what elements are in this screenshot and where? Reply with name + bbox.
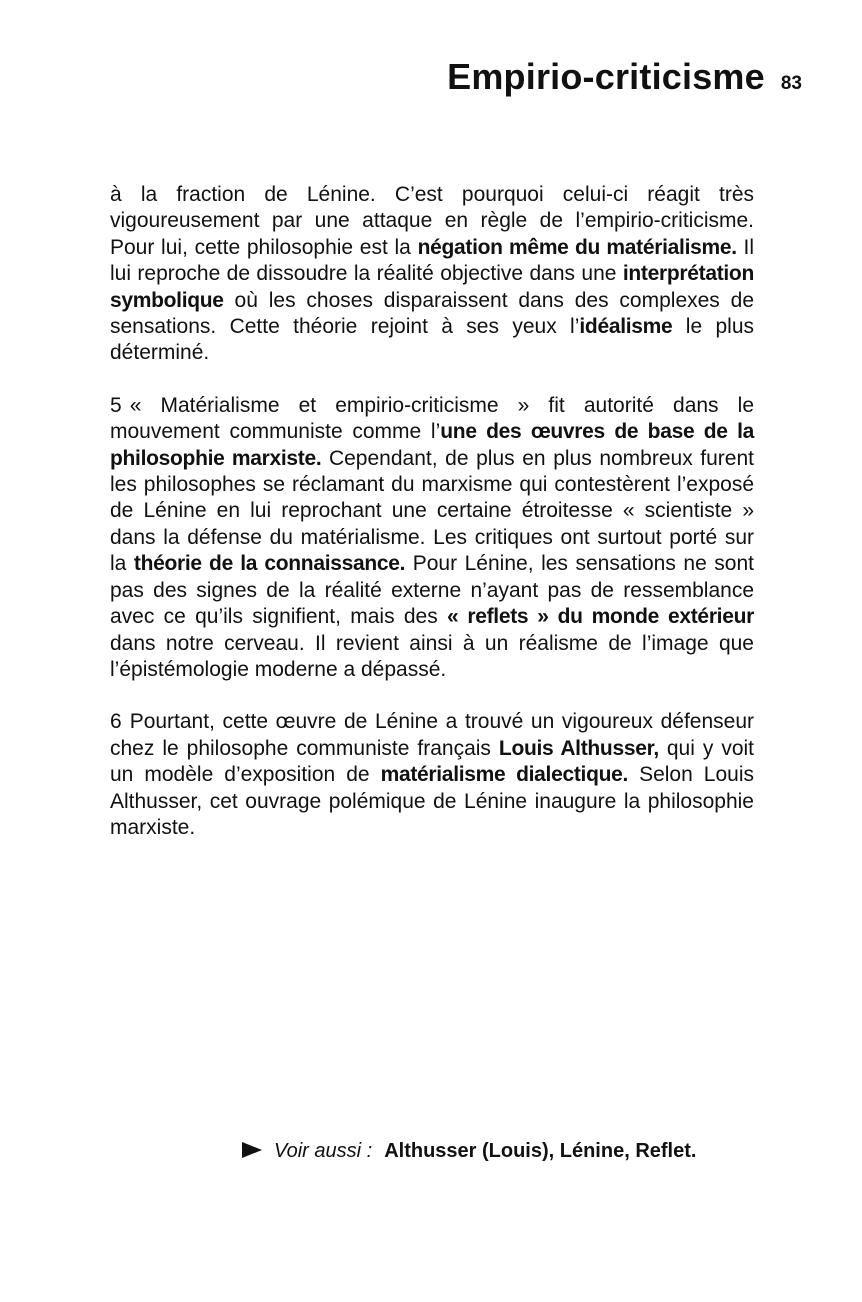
emphasis-louis-althusser: Louis Althusser, bbox=[498, 736, 659, 760]
see-also bbox=[242, 1140, 696, 1163]
text-segment: Selon Louis Althusser, cet ouvrage polémique de Lénine inaugure la philosophie marxiste. bbox=[110, 763, 754, 839]
see-also-label: Voir aussi : bbox=[274, 1140, 373, 1162]
text-segment: où les choses disparaissent dans des complexes de sensations. Cette théorie rejoint à ses yeux l’ bbox=[110, 288, 754, 339]
text-segment: dans notre cerveau. Il revient ainsi à un réalisme de l’image que l’épistémologie moderne a dépassé. bbox=[110, 631, 754, 681]
section-title: Empirio-criticisme bbox=[447, 56, 765, 97]
text-segment: le plus déterminé. bbox=[110, 315, 755, 365]
paragraph-6 bbox=[110, 709, 754, 841]
body-text bbox=[110, 182, 754, 841]
emphasis-idealisme: idéalisme bbox=[579, 315, 673, 339]
text-segment: Pourtant, cette œuvre de Lénine a trouvé un vigoureux défenseur chez le philosophe communiste français bbox=[110, 710, 754, 760]
paragraph-5 bbox=[110, 393, 754, 683]
arrow-right-icon bbox=[242, 1142, 262, 1158]
paragraph-number: 6 bbox=[110, 710, 122, 734]
text-segment: Il lui reproche de dissoudre la réalité objective dans une bbox=[110, 235, 754, 286]
paragraph-number: 5 bbox=[110, 393, 122, 417]
text-segment: à la fraction de Lénine. C’est pourquoi celui-ci réagit très vigoureusement par une attaque en règle de l’empirio-criticisme. Pour lui, cette philosophie est la bbox=[110, 183, 754, 259]
text-segment: Cependant, de plus en plus nombreux furent les philosophes se réclamant du marxisme qui contestèrent l’exposé de Lénine en lui reprochant une certaine étroitesse « scientiste » dans la défense du matérialisme. Les critiques ont surtout porté sur la bbox=[110, 446, 754, 576]
emphasis-theorie-connaissance: théorie de la connaissance. bbox=[133, 552, 406, 576]
emphasis-oeuvres-de-base: une des œuvres de base de la philosophie marxiste. bbox=[110, 420, 754, 470]
text-segment: « Matérialisme et empirio-criticisme » fit autorité dans le mouvement communiste comme l’ bbox=[110, 393, 754, 444]
emphasis-materialisme-dialectique: matérialisme dialectique. bbox=[380, 763, 629, 787]
emphasis-reflets: « reflets » du monde extérieur bbox=[447, 605, 754, 629]
see-also-references: Althusser (Louis), Lénine, Reflet. bbox=[384, 1140, 697, 1162]
text-segment: Pour Lénine, les sensations ne sont pas des signes de la réalité externe n’ayant pas de ressemblance avec ce qu’ils signifient, mais des bbox=[110, 552, 754, 629]
page-number: 83 bbox=[780, 73, 802, 94]
emphasis-negation-materialisme: négation même du matérialisme. bbox=[417, 235, 737, 259]
paragraph-4-continued bbox=[110, 182, 754, 367]
emphasis-interpretation-symbolique: interprétation symbolique bbox=[110, 262, 754, 312]
text-segment: qui y voit un modèle d’exposition de bbox=[110, 736, 754, 787]
running-head bbox=[447, 56, 802, 98]
